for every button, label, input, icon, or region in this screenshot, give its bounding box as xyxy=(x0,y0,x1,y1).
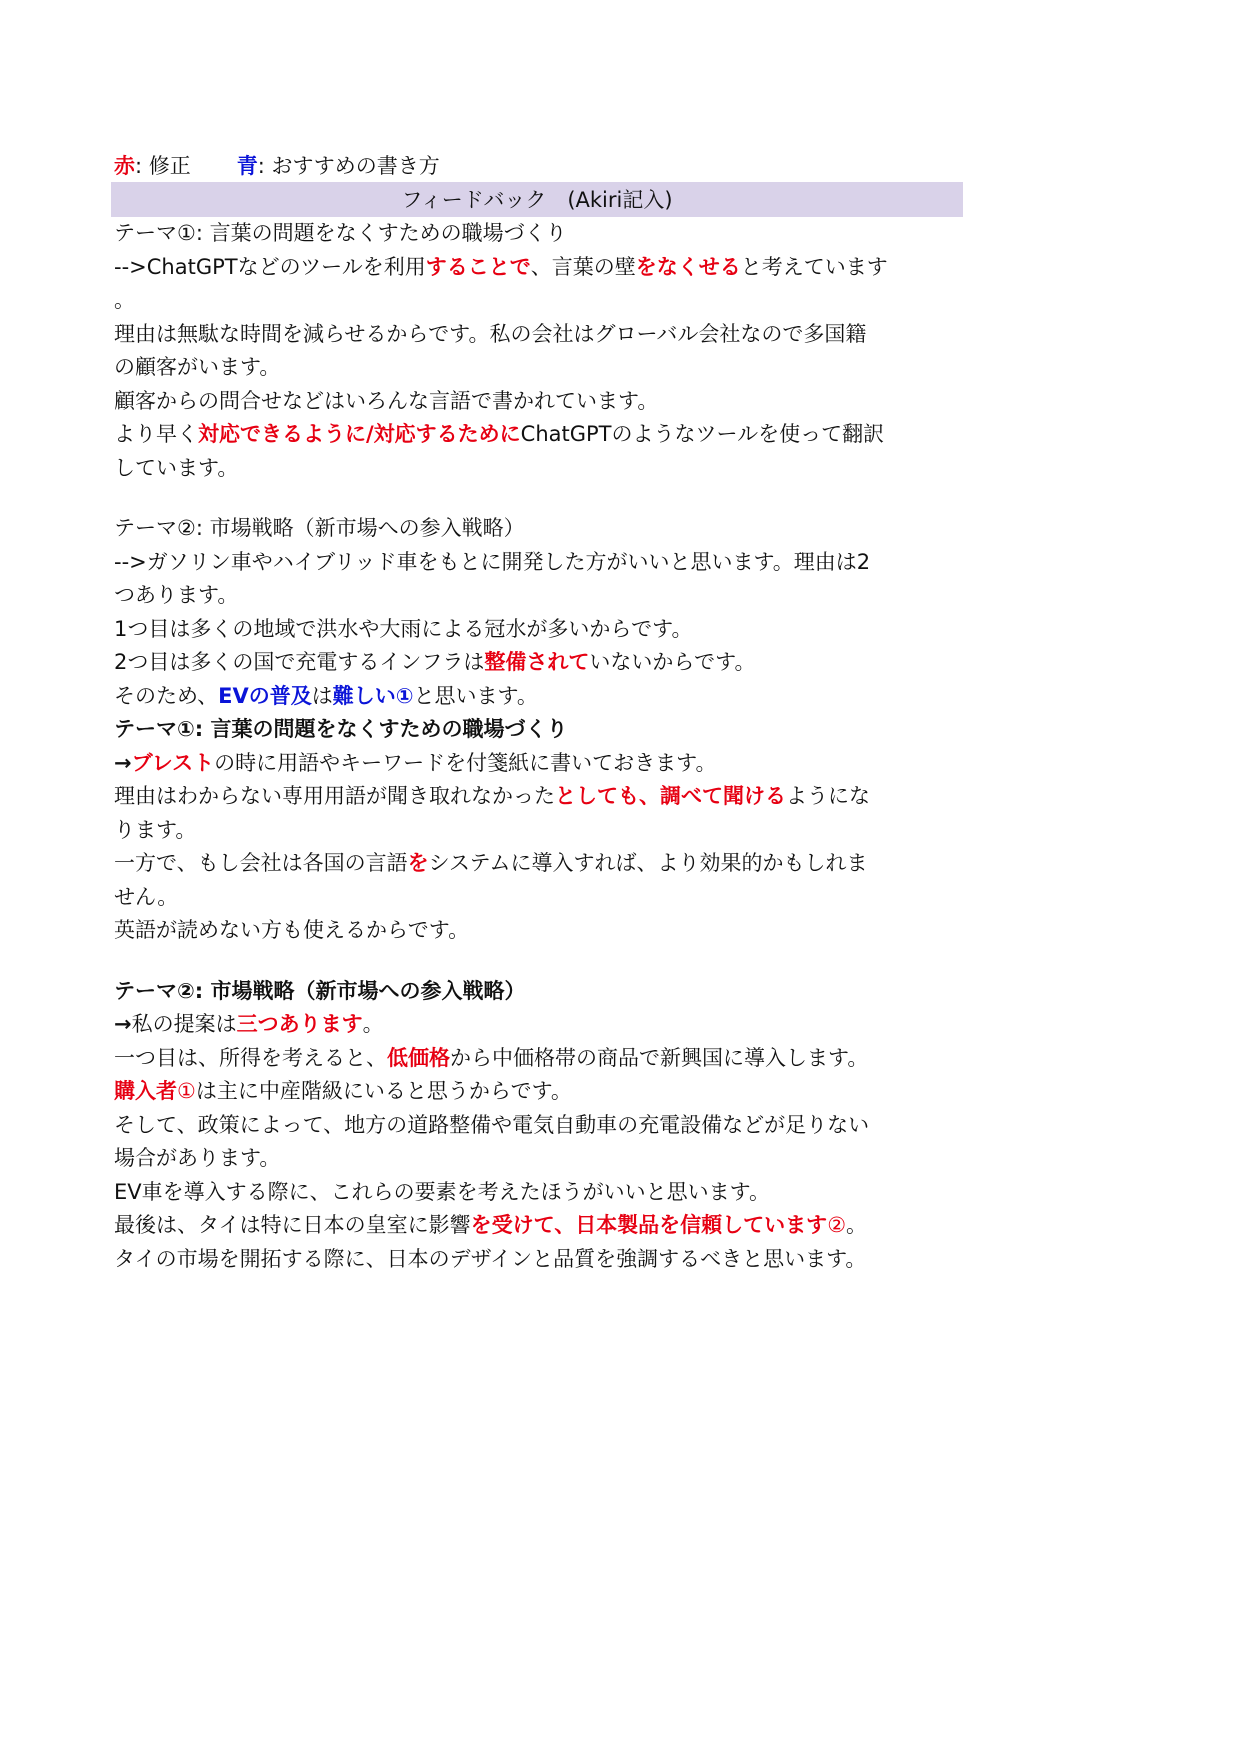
paragraph-line xyxy=(114,1042,964,1076)
text-run: 一つ目は、所得を考えると、 xyxy=(114,1045,387,1070)
original-theme1-title: テーマ①: 言葉の問題をなくすための職場づくり xyxy=(114,221,567,245)
correction-text: 整備されて xyxy=(484,650,590,674)
paragraph-line xyxy=(114,1209,964,1243)
correction-text: 対応できるように/対応するために xyxy=(198,422,521,446)
text-run: 2つ目は多くの国で充電するインフラは xyxy=(114,650,485,674)
paragraph-line xyxy=(114,680,964,714)
feedback-document xyxy=(114,150,964,1276)
corrected-theme1-section xyxy=(114,713,964,948)
paragraph-line xyxy=(114,780,964,814)
text-run: は主に中産階級にいると思うからです。 xyxy=(195,1079,572,1103)
correction-text: 、 xyxy=(554,1213,576,1237)
paragraph-line xyxy=(114,418,964,452)
paragraph-line: ります。 xyxy=(114,817,197,842)
correction-text: をなくせる xyxy=(635,254,741,279)
correction-text: を xyxy=(407,851,429,875)
paragraph-line: つあります。 xyxy=(114,583,239,607)
paragraph-line: しています。 xyxy=(114,455,239,480)
text-run: 理由はわからない専用用語が聞き取れなかった xyxy=(114,784,555,808)
spacer xyxy=(114,485,964,512)
text-run: そのため、 xyxy=(114,683,219,708)
footnote-marker: ② xyxy=(827,1213,847,1237)
legend-blue-desc: : おすすめの書き方 xyxy=(257,154,440,178)
paragraph-line: -->ガソリン車やハイブリッド車をもとに開発した方がいいと思います。理由は2 xyxy=(114,549,871,574)
paragraph-line: 顧客からの問合せなどはいろんな言語で書かれています。 xyxy=(114,388,659,413)
text-run: 一方で、もし会社は各国の言語 xyxy=(114,851,408,875)
text-run: より早く xyxy=(114,422,198,446)
correction-text: 低価格 xyxy=(387,1045,450,1070)
original-theme2-section xyxy=(114,512,964,713)
text-run: 。 xyxy=(362,1012,384,1036)
text-run: の時に用語やキーワードを付箋紙に書いておきます。 xyxy=(214,750,717,775)
text-run: は xyxy=(311,683,333,708)
arrow-glyph: → xyxy=(114,1012,132,1036)
spacer xyxy=(114,948,964,975)
correction-text: 調べて聞ける xyxy=(660,784,786,808)
paragraph-line: タイの市場を開拓する際に、日本のデザインと品質を強調するべきと思います。 xyxy=(114,1246,867,1271)
paragraph-line: 場合があります。 xyxy=(114,1146,281,1170)
paragraph-line: せん。 xyxy=(114,884,179,909)
text-run: と考えています xyxy=(740,254,888,279)
paragraph-line: の顧客がいます。 xyxy=(114,355,281,379)
text-run: システムに導入すれば、より効果的かもしれま xyxy=(428,851,868,875)
correction-text: 、 xyxy=(639,784,660,808)
correction-text: 購入者 xyxy=(114,1079,177,1103)
text-run: 私の提案は xyxy=(131,1012,237,1036)
paragraph-line xyxy=(114,747,964,781)
text-run: 、言葉の壁 xyxy=(530,254,636,279)
footnote-marker: ① xyxy=(177,1079,196,1103)
correction-text: ブレスト xyxy=(131,750,215,775)
paragraph-line: 。 xyxy=(114,288,135,312)
suggestion-text: 難しい① xyxy=(332,683,414,708)
paragraph-line xyxy=(114,646,964,680)
correction-text: を受けて xyxy=(470,1213,555,1237)
corrected-theme2-title: テーマ②: 市場戦略（新市場への参入戦略） xyxy=(114,978,526,1003)
text-run: と思います。 xyxy=(413,683,538,708)
paragraph-line xyxy=(114,1008,964,1042)
text-run: -->ChatGPTなどのツールを利用 xyxy=(114,254,426,279)
original-theme2-title: テーマ②: 市場戦略（新市場への参入戦略） xyxy=(114,516,525,540)
feedback-header: フィードバック (Akiri記入) xyxy=(111,182,963,217)
legend-red-key: 赤 xyxy=(114,154,135,178)
text-run: ようにな xyxy=(786,784,870,808)
color-legend xyxy=(114,150,964,182)
text-run: いないからです。 xyxy=(589,650,756,674)
suggestion-text: EVの普及 xyxy=(218,683,312,708)
correction-text: することで xyxy=(425,254,531,279)
legend-red-desc: : 修正 xyxy=(135,154,191,178)
paragraph-line: EV車を導入する際に、これらの要素を考えたほうがいいと思います。 xyxy=(114,1179,770,1204)
corrected-theme2-section xyxy=(114,975,964,1277)
paragraph-line: 理由は無駄な時間を減らせるからです。私の会社はグローバル会社なので多国籍 xyxy=(114,321,867,346)
paragraph-line xyxy=(114,251,964,285)
text-run: から中価格帯の商品で新興国に導入します。 xyxy=(450,1045,869,1070)
correction-text: 三つあります xyxy=(236,1012,363,1036)
text-run: ChatGPTのようなツールを使って翻訳 xyxy=(520,422,885,446)
text-run: 最後は、タイは特に日本の皇室に影響 xyxy=(114,1213,471,1237)
arrow-glyph: → xyxy=(114,750,132,775)
correction-text: 日本製品を信頼しています xyxy=(575,1213,828,1237)
original-theme1-section xyxy=(114,217,964,485)
paragraph-line: そして、政策によって、地方の道路整備や電気自動車の充電設備などが足りない xyxy=(114,1112,870,1137)
text-run: 。 xyxy=(846,1213,868,1237)
legend-blue-key: 青 xyxy=(236,154,258,178)
paragraph-line xyxy=(114,847,964,881)
correction-text: としても xyxy=(555,784,639,808)
paragraph-line: 1つ目は多くの地域で洪水や大雨による冠水が多いからです。 xyxy=(114,616,693,641)
corrected-theme1-title: テーマ①: 言葉の問題をなくすための職場づくり xyxy=(114,717,568,741)
paragraph-line xyxy=(114,1075,964,1109)
paragraph-line: 英語が読めない方も使えるからです。 xyxy=(114,918,470,942)
